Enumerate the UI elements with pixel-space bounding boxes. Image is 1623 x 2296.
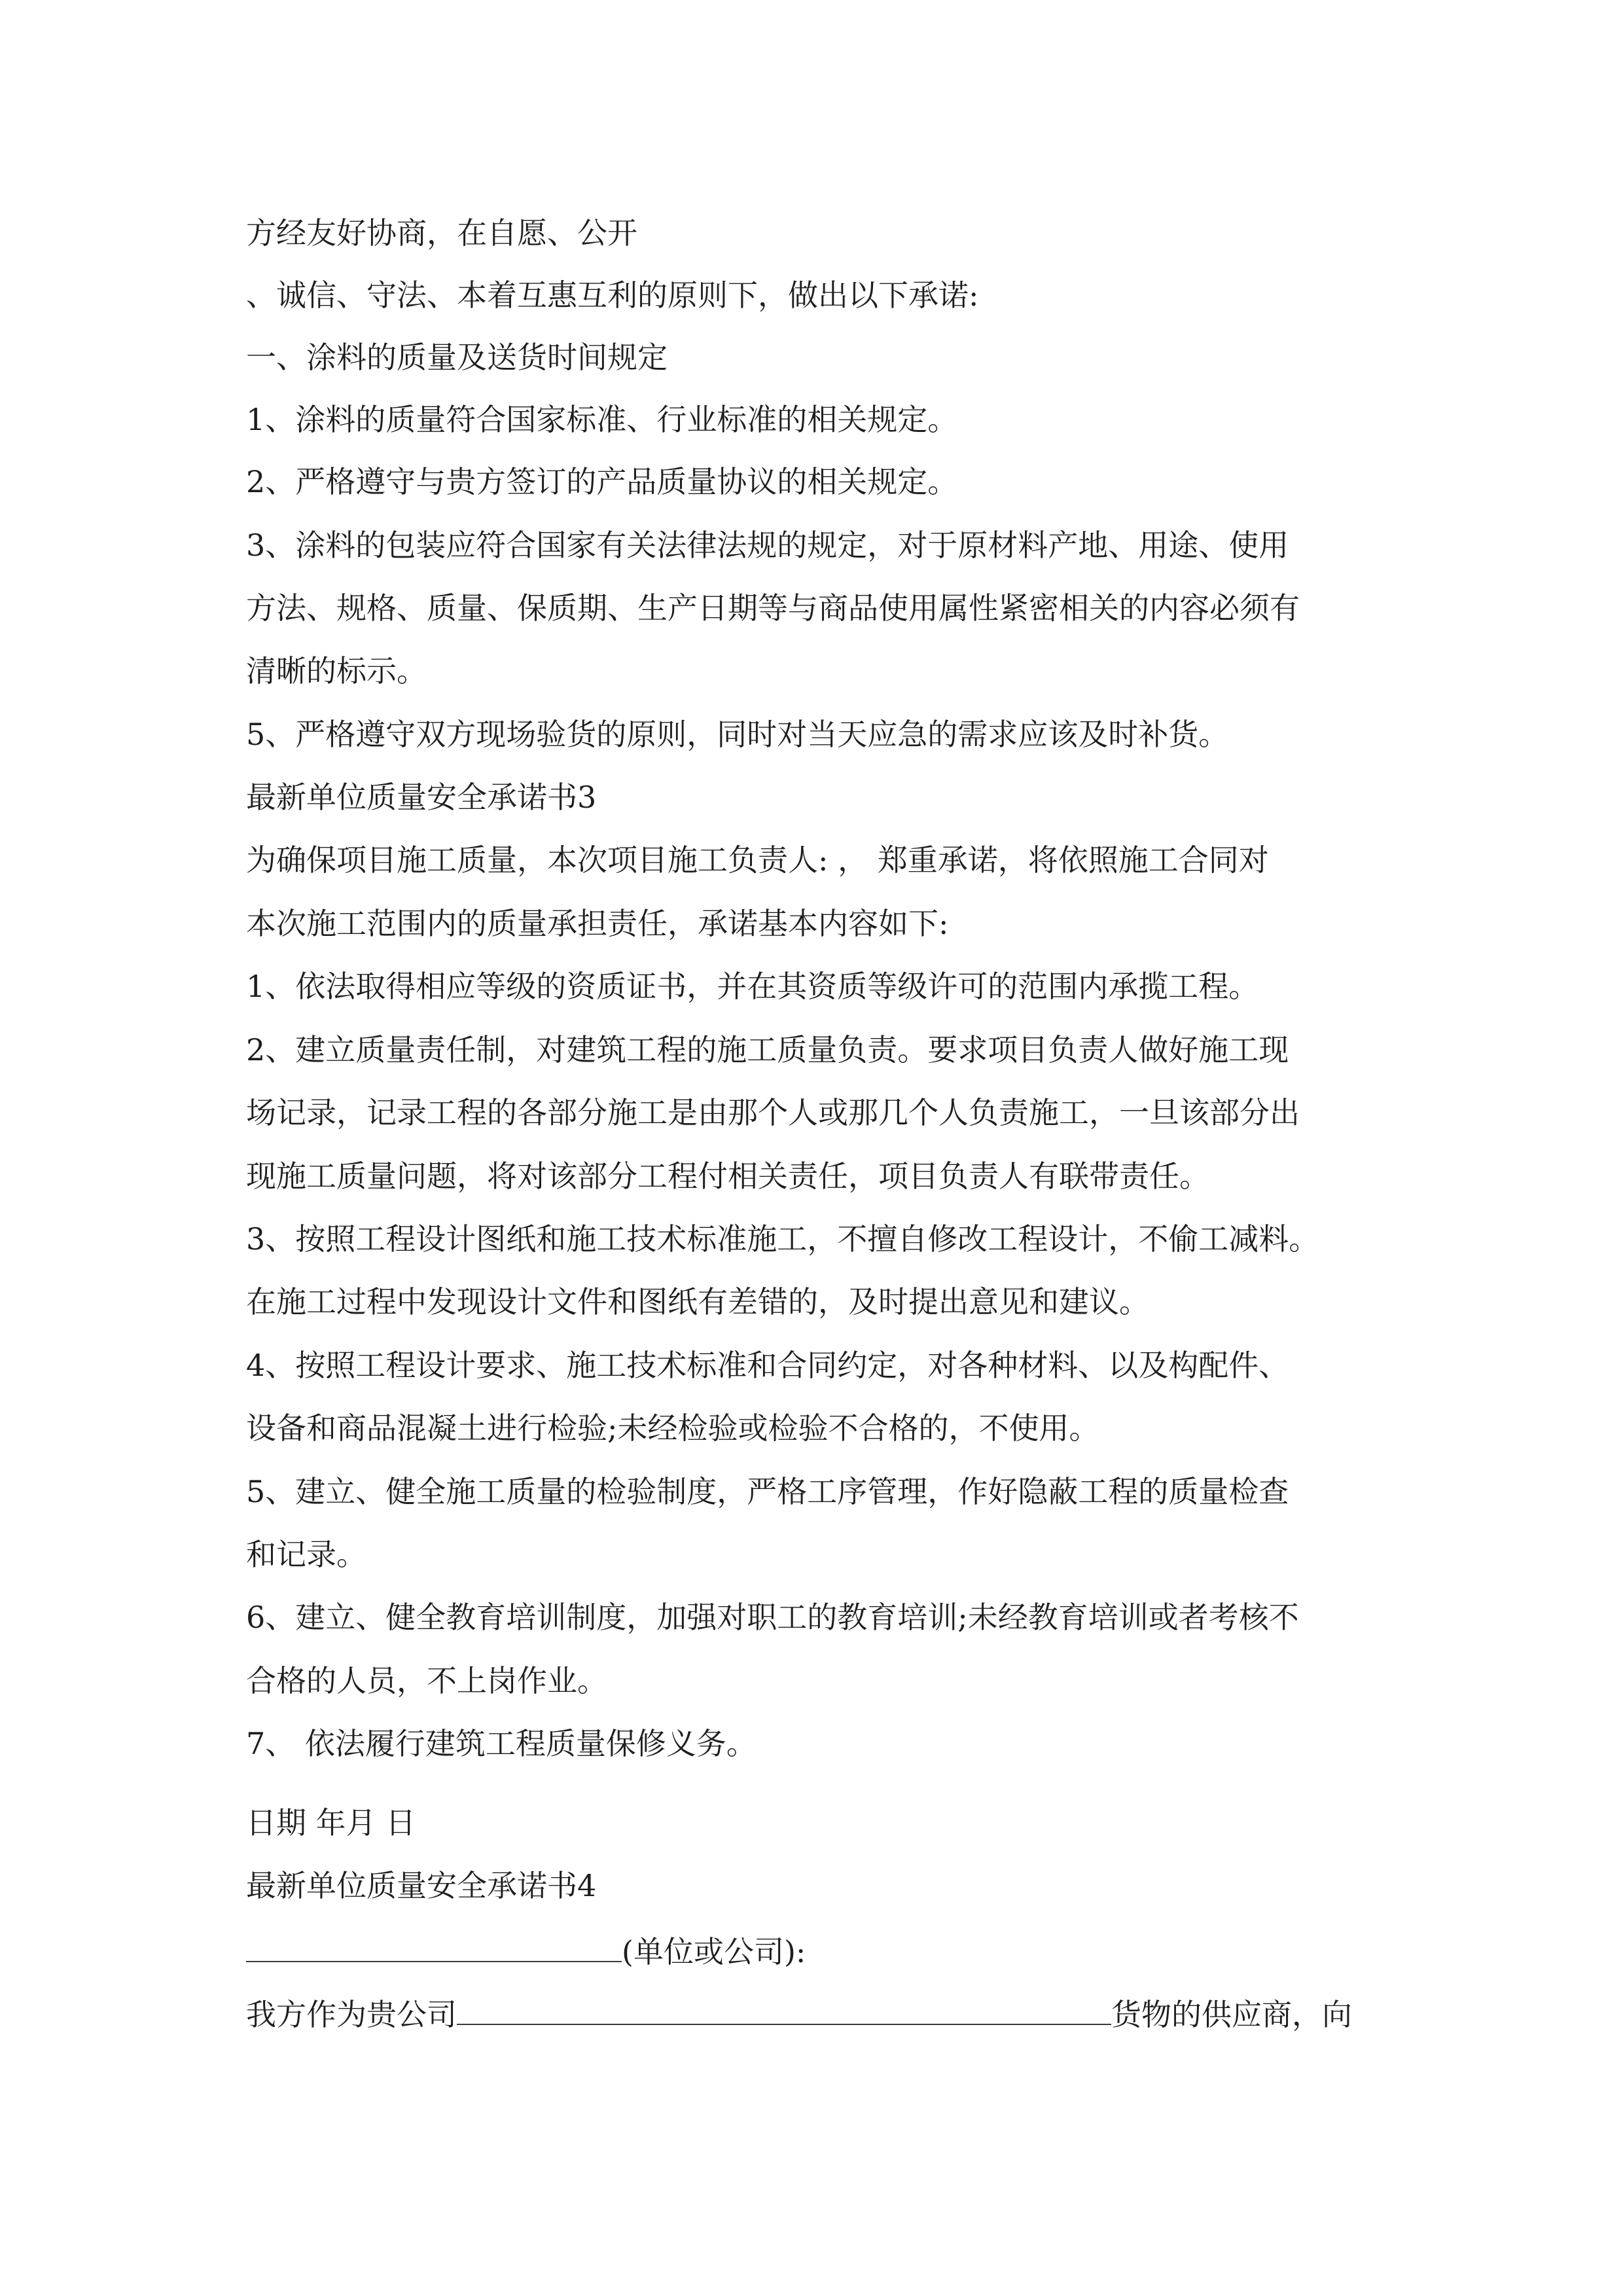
text-line: 4、按照工程设计要求、施工技术标准和合同约定，对各种材料、以及构配件、: [246, 1348, 1289, 1383]
supplier-line-suffix: 货物的供应商，向: [1111, 1997, 1352, 2032]
text-line: 设备和商品混凝土进行检验;未经检验或检验不合格的，不使用。: [246, 1410, 1099, 1446]
text-line: 方法、规格、质量、保质期、生产日期等与商品使用属性紧密相关的内容必须有: [246, 590, 1300, 626]
goods-name-blank[interactable]: [457, 1994, 1111, 2025]
supplier-line: [246, 1994, 1352, 2030]
text-line: 场记录，记录工程的各部分施工是由那个人或那几个人负责施工，一旦该部分出: [246, 1095, 1300, 1130]
text-line: 为确保项目施工质量，本次项目施工负责人: ， 郑重承诺，将依照施工合同对: [246, 842, 1269, 878]
unit-line-suffix: (单位或公司):: [622, 1934, 806, 1969]
text-line: 6、建立、健全教育培训制度，加强对职工的教育培训;未经教育培训或者考核不: [246, 1600, 1299, 1635]
text-line: 在施工过程中发现设计文件和图纸有差错的，及时提出意见和建议。: [246, 1284, 1149, 1319]
text-line: 1、涂料的质量符合国家标准、行业标准的相关规定。: [246, 402, 958, 437]
text-line: 5、建立、健全施工质量的检验制度，严格工序管理，作好隐蔽工程的质量检查: [246, 1474, 1289, 1509]
section-heading: 一、涂料的质量及送货时间规定: [246, 340, 668, 375]
text-line: 、诚信、守法、本着互惠互利的原则下，做出以下承诺:: [246, 278, 979, 313]
text-line: 2、建立质量责任制，对建筑工程的施工质量负责。要求项目负责人做好施工现: [246, 1032, 1289, 1067]
date-line: 日期 年月 日: [246, 1805, 416, 1840]
text-line: 方经友好协商，在自愿、公开: [246, 215, 637, 251]
text-line: 现施工质量问题，将对该部分工程付相关责任，项目负责人有联带责任。: [246, 1158, 1209, 1194]
text-line: 和记录。: [246, 1537, 366, 1572]
text-line: 合格的人员，不上岗作业。: [246, 1663, 607, 1698]
section-title: 最新单位质量安全承诺书3: [246, 780, 597, 815]
section-title: 最新单位质量安全承诺书4: [246, 1868, 597, 1903]
text-line: 3、按照工程设计图纸和施工技术标准施工，不擅自修改工程设计，不偷工减料。: [246, 1221, 1319, 1257]
text-line: 本次施工范围内的质量承担责任，承诺基本内容如下:: [246, 906, 949, 941]
text-line: 3、涂料的包装应符合国家有关法律法规的规定，对于原材料产地、用途、使用: [246, 528, 1289, 563]
text-line: 2、严格遵守与贵方签订的产品质量协议的相关规定。: [246, 464, 958, 499]
supplier-line-prefix: 我方作为贵公司: [246, 1997, 457, 2032]
unit-name-blank[interactable]: [246, 1931, 622, 1962]
text-line: 清晰的标示。: [246, 653, 427, 689]
text-line: 5、严格遵守双方现场验货的原则，同时对当天应急的需求应该及时补货。: [246, 717, 1229, 752]
text-line: 1、依法取得相应等级的资质证书，并在其资质等级许可的范围内承揽工程。: [246, 969, 1259, 1004]
text-line: 7、 依法履行建筑工程质量保修义务。: [246, 1726, 757, 1761]
unit-line: [246, 1931, 806, 1967]
